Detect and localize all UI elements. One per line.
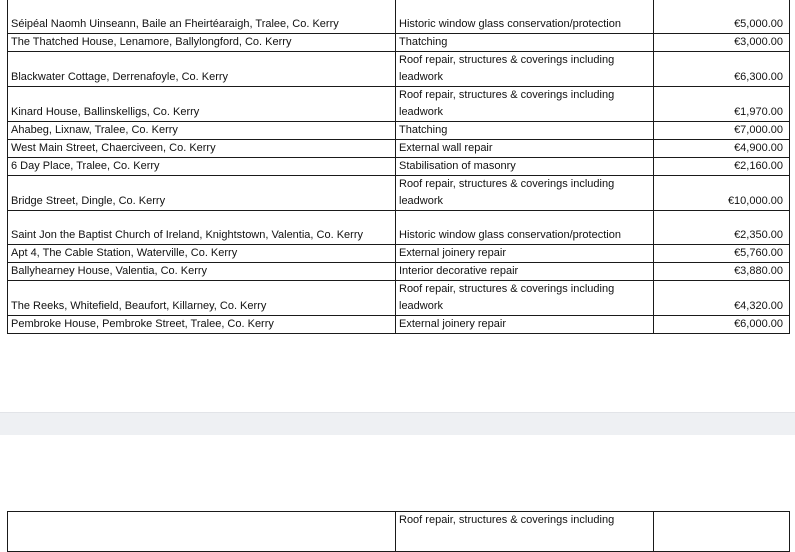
table-row xyxy=(8,158,790,176)
address-cell: Bridge Street, Dingle, Co. Kerry xyxy=(8,176,396,211)
table-row xyxy=(8,0,790,34)
address-cell: West Main Street, Chaerciveen, Co. Kerry xyxy=(8,140,396,158)
amount-cell: €5,760.00 xyxy=(654,245,790,263)
table-row xyxy=(8,34,790,52)
grants-table-continued xyxy=(7,511,790,552)
works-cell: Roof repair, structures & coverings including leadwork xyxy=(396,281,654,316)
address-cell: Pembroke House, Pembroke Street, Tralee, Co. Kerry xyxy=(8,316,396,334)
address-cell: Apt 4, The Cable Station, Waterville, Co. Kerry xyxy=(8,245,396,263)
table-row xyxy=(8,281,790,316)
table-row xyxy=(8,263,790,281)
page-break xyxy=(0,412,795,436)
table-row xyxy=(8,512,790,552)
table-row xyxy=(8,140,790,158)
address-cell xyxy=(8,512,396,552)
amount-cell: €3,880.00 xyxy=(654,263,790,281)
amount-cell: €6,000.00 xyxy=(654,316,790,334)
grants-table xyxy=(7,0,790,334)
address-cell: Ballyhearney House, Valentia, Co. Kerry xyxy=(8,263,396,281)
amount-cell: €1,970.00 xyxy=(654,87,790,122)
amount-cell: €6,300.00 xyxy=(654,52,790,87)
works-cell: Roof repair, structures & coverings including xyxy=(396,512,654,552)
address-cell: Ahabeg, Lixnaw, Tralee, Co. Kerry xyxy=(8,122,396,140)
amount-cell: €2,160.00 xyxy=(654,158,790,176)
works-cell: Interior decorative repair xyxy=(396,263,654,281)
amount-cell: €3,000.00 xyxy=(654,34,790,52)
amount-cell: €2,350.00 xyxy=(654,211,790,245)
amount-cell: €4,900.00 xyxy=(654,140,790,158)
address-cell: The Reeks, Whitefield, Beaufort, Killarney, Co. Kerry xyxy=(8,281,396,316)
works-cell: Roof repair, structures & coverings including leadwork xyxy=(396,87,654,122)
works-cell: Roof repair, structures & coverings including leadwork xyxy=(396,52,654,87)
address-cell: 6 Day Place, Tralee, Co. Kerry xyxy=(8,158,396,176)
works-cell: Thatching xyxy=(396,122,654,140)
document-page-bottom xyxy=(0,435,795,530)
amount-cell xyxy=(654,512,790,552)
works-cell: Historic window glass conservation/protection xyxy=(396,0,654,34)
table-row xyxy=(8,316,790,334)
address-cell: Saint Jon the Baptist Church of Ireland, Knightstown, Valentia, Co. Kerry xyxy=(8,211,396,245)
amount-cell: €4,320.00 xyxy=(654,281,790,316)
table-row xyxy=(8,52,790,87)
works-cell: Thatching xyxy=(396,34,654,52)
table-row xyxy=(8,87,790,122)
address-cell: Séipéal Naomh Uinseann, Baile an Fheirtéaraigh, Tralee, Co. Kerry xyxy=(8,0,396,34)
works-cell: External joinery repair xyxy=(396,316,654,334)
amount-cell: €10,000.00 xyxy=(654,176,790,211)
amount-cell: €5,000.00 xyxy=(654,0,790,34)
table-row xyxy=(8,211,790,245)
works-cell: External joinery repair xyxy=(396,245,654,263)
table-row xyxy=(8,122,790,140)
works-cell: Stabilisation of masonry xyxy=(396,158,654,176)
table-row xyxy=(8,245,790,263)
address-cell: The Thatched House, Lenamore, Ballylongford, Co. Kerry xyxy=(8,34,396,52)
address-cell: Kinard House, Ballinskelligs, Co. Kerry xyxy=(8,87,396,122)
works-cell: Historic window glass conservation/protection xyxy=(396,211,654,245)
amount-cell: €7,000.00 xyxy=(654,122,790,140)
works-cell: Roof repair, structures & coverings including leadwork xyxy=(396,176,654,211)
address-cell: Blackwater Cottage, Derrenafoyle, Co. Kerry xyxy=(8,52,396,87)
works-cell: External wall repair xyxy=(396,140,654,158)
table-row xyxy=(8,176,790,211)
